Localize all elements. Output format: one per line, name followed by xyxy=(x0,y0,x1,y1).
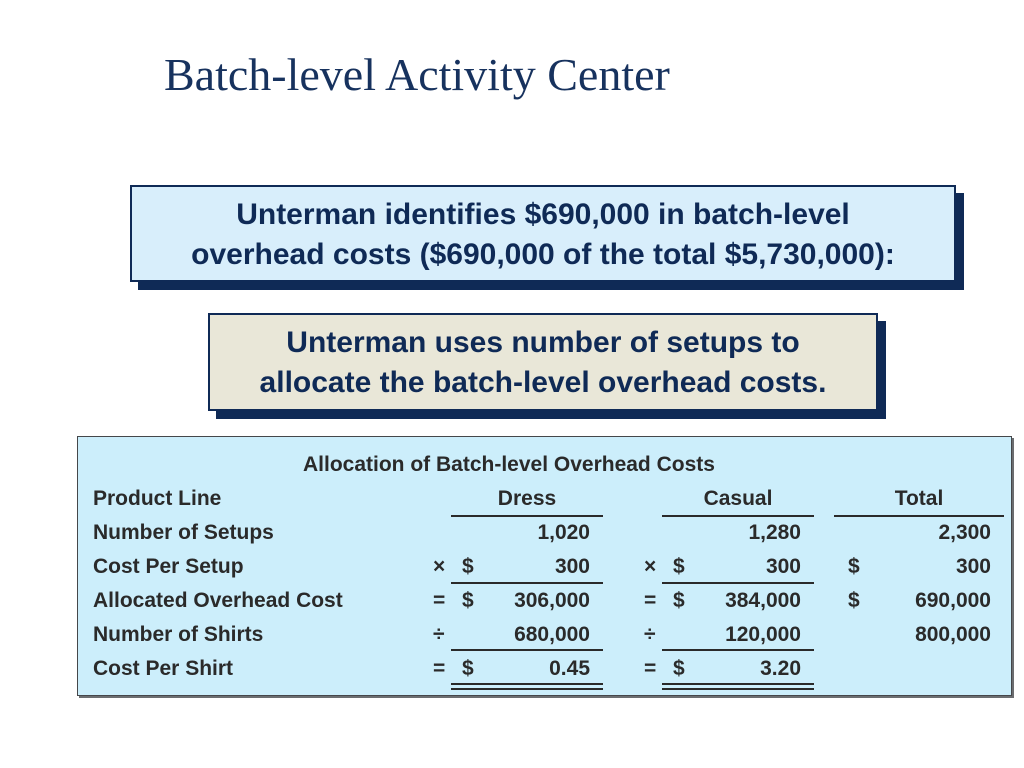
header-dress-underline xyxy=(451,515,603,517)
row-cost-per-setup-casual-operator: × xyxy=(644,555,657,578)
row-cost-per-setup-label: Cost Per Setup xyxy=(93,555,244,578)
row-cost-per-setup-casual: 300 xyxy=(765,555,801,578)
row-shirts-casual-operator: ÷ xyxy=(644,623,656,646)
row-cost-per-shirt-dress-currency: $ xyxy=(462,657,474,680)
row-cost-per-setup-dress: 300 xyxy=(554,555,590,578)
row-cost-per-setup-dress-underline xyxy=(451,582,603,584)
row-cost-per-shirt-dress: 0.45 xyxy=(549,657,590,680)
callout-2-line-2: allocate the batch-level overhead costs. xyxy=(259,366,827,399)
row-cost-per-shirt-casual-operator: = xyxy=(644,657,657,680)
row-cost-per-setup-total-currency: $ xyxy=(848,555,860,578)
row-shirts-dress-underline xyxy=(451,649,603,651)
row-allocated-overhead-dress-currency: $ xyxy=(462,589,474,612)
row-cost-per-setup-total: 300 xyxy=(955,555,991,578)
row-shirts-total: 800,000 xyxy=(915,623,991,646)
row-cost-per-setup-dress-currency: $ xyxy=(462,555,474,578)
row-cost-per-shirt-casual-currency: $ xyxy=(673,657,685,680)
slide-title: Batch-level Activity Center xyxy=(164,49,670,100)
header-total: Total xyxy=(894,487,944,510)
row-cost-per-setup-casual-currency: $ xyxy=(673,555,685,578)
row-cost-per-shirt-dress-double-underline-2 xyxy=(451,688,603,690)
row-setups-dress: 1,020 xyxy=(537,521,590,544)
row-cost-per-shirt-label: Cost Per Shirt xyxy=(93,657,234,680)
row-allocated-overhead-dress: 306,000 xyxy=(514,589,590,612)
callout-batch-level-costs xyxy=(130,185,956,282)
row-shirts-casual-underline xyxy=(662,649,814,651)
row-cost-per-setup-casual-underline xyxy=(662,582,814,584)
allocation-table xyxy=(77,436,1012,696)
callout-2-line-1: Unterman uses number of setups to xyxy=(286,326,800,359)
row-cost-per-shirt-casual-double-underline-1 xyxy=(662,683,814,685)
callout-setup-allocation xyxy=(208,313,878,411)
row-setups-label: Number of Setups xyxy=(93,521,274,544)
row-shirts-dress: 680,000 xyxy=(514,623,590,646)
row-cost-per-shirt-dress-operator: = xyxy=(433,657,446,680)
header-casual-underline xyxy=(662,515,814,517)
row-cost-per-shirt-casual-double-underline-2 xyxy=(662,688,814,690)
row-allocated-overhead-casual-currency: $ xyxy=(673,589,685,612)
table-caption: Allocation of Batch-level Overhead Costs xyxy=(303,453,715,476)
row-allocated-overhead-dress-operator: = xyxy=(433,589,446,612)
row-shirts-dress-operator: ÷ xyxy=(433,623,445,646)
header-total-underline xyxy=(834,515,1004,517)
row-setups-total: 2,300 xyxy=(938,521,991,544)
row-cost-per-shirt-dress-double-underline-1 xyxy=(451,683,603,685)
callout-1-line-2: overhead costs ($690,000 of the total $5,730,000): xyxy=(191,238,895,271)
row-cost-per-shirt-casual: 3.20 xyxy=(760,657,801,680)
row-allocated-overhead-casual: 384,000 xyxy=(725,589,801,612)
row-allocated-overhead-total-currency: $ xyxy=(848,589,860,612)
row-setups-casual: 1,280 xyxy=(748,521,801,544)
row-shirts-casual: 120,000 xyxy=(725,623,801,646)
row-allocated-overhead-label: Allocated Overhead Cost xyxy=(93,589,343,612)
header-casual: Casual xyxy=(703,487,773,510)
header-product-line: Product Line xyxy=(93,487,222,510)
row-cost-per-setup-dress-operator: × xyxy=(433,555,446,578)
row-allocated-overhead-total: 690,000 xyxy=(915,589,991,612)
row-shirts-label: Number of Shirts xyxy=(93,623,264,646)
header-dress: Dress xyxy=(497,487,557,510)
row-allocated-overhead-casual-operator: = xyxy=(644,589,657,612)
callout-1-line-1: Unterman identifies $690,000 in batch-level xyxy=(236,198,850,231)
